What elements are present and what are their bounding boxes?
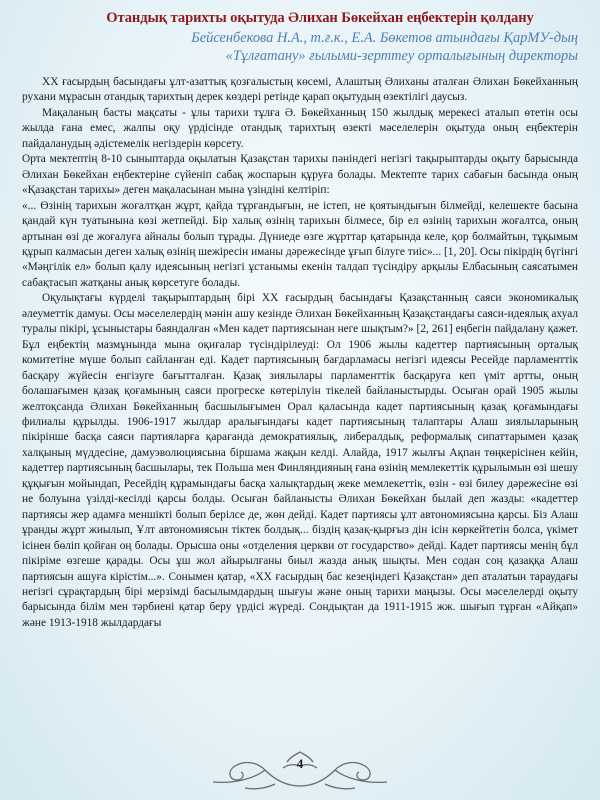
article-body [22, 75, 578, 631]
page-number: 4 [296, 756, 304, 771]
article-header [0, 0, 600, 65]
paragraph: ХХ ғасырдың басындағы ұлт-азаттық қозғалыстың көсемі, Алаштың Әлиханы аталған Әлихан Бөкейханның рухани мұрасын отандық тарихтың дерек көздері ретінде қарап оқытудың өзектілігі даусыз. [22, 76, 578, 104]
author-line-1: Бейсенбекова Н.А., т.ғ.к., Е.А. Бөкетов атындағы ҚарМУ-дың [191, 30, 578, 46]
paragraph: Орта мектептің 8-10 сыныптарда оқылатын Қазақстан тарихы пәніндегі негізгі тақырыптарды оқыту барысында Әлихан Бөкейхан еңбектеріне сүйеніп сабақ жоспарын құруға болады. Мектепте тарих сабағын басында оның «Қазақстан тарихы» деген мақаласынан мына үзіндіні келтіріп: [22, 153, 578, 197]
paragraph: Мақаланың басты мақсаты - ұлы тарихи тұлға Ә. Бөкейханның 150 жылдық мерекесі аталып өтетін осы жылда ғана емес, жалпы оқу үрдісінде отандық тарихтың өзекті мәселелерін оқытуда оның еңбектерін пайдаланудың әдістемелік негіздерін көрсету. [22, 106, 578, 150]
page-footer [0, 740, 600, 800]
paragraph: Оқулықтағы күрделі тақырыптардың бірі ХХ ғасырдың басындағы Қазақстанның саяси экономикалық әлеуметтік дамуы. Осы мәселелердің мәнін ашу кезінде Әлихан Бөкейханның Қазақстандағы саяси-идеялық ахуал туралы пікірі, ұсыныстары баяндалған «Мен кадет партиясынан неге шықтым?» [2, 261] еңбегін пайдалану қажет. Бұл еңбектің мазмұнында мына оқиғалар түсіндірілеуді: Ол 1906 жылы кадеттер партиясының орталық комитетіне мүше болып сайланған еді. Кадет партиясының бағдарламасы негізгі идеясы Ресейде парламенттік басқару жүйесін енгізуге бағытталған. Қазақ зиялылары парламенттік басқаруға кеп үміт артты, оның болашағымен қазақ қоғамының саяси прогреске көтерілуін тікелей байланыстырды. Осыған орай 1905 жылы желтоқсанда Әлихан Бөкейханның басшылығымен Орал қаласында кадет партиясының қазақ қоғамындағы филиалы құрылды. 1906-1917 жылдар аралығындағы кадет партиясының талаптары Алаш зиялыларының пікірінше басқа саяси партияларға қарағанда демократиялық, либералдық, реформалық сипаттарымен қазақ халқының мүддесіне, дамуэволюциясына біршама жақын келді. Алайда, 1917 жылғы Ақпан төңкерісінен кейін, кадеттер партиясының басшылары, тек Польша мен Финляндияның ғана өзінің мемлекеттік құрылымын өзі шешу құқығын мойындап, Ресейдің құрамындағы басқа халықтардың жеке мемлекеттік, өзін - өзі билеу дәрежесіне өзі не болуына үзілді-кесілді қарсы болды. Осыған байланысты Әлихан Бөкейхан былай деп жазды: «кадеттер партиясы жер адамға меншікті болып берілсе де, жөн дейді. Кадет партиясы ұлт автономиясына қарсы. Біз Алаш ұранды жұрт жиылып, Ұлт автономиясын тіктек болдық... біздің қазақ-қырғыз дін ісін көркейтетін болса, үкімет ісінен бөліп қойған оң болады. Орысша оны «отделения церкви от государство» дейді. Кадет партиясы менің бұл пікіріме өзгеше қарады. Осы ұш жол айырылғаны биыл жазда анық шықты. Мен содан соң қазаққа Алаш партиясын ашуға кірістім...». Сонымен қатар, «ХХ ғасырдың бас кезеңіндегі Қазақстан» деп аталатын тараудағы негізгі сұрақтардың бірі мерзімді басылымдардың шығуы және оның тарихи маңызы. Осы мәселелерді оқыту барысында білім мен тәрбиені қатар беру үрдісі жүреді. Сондықтан да 1911-1915 жж. шығып тұрған «Айқап» және 1913-1918 жылдардағы [22, 292, 578, 629]
author-line-2: «Тұлғатану» ғылыми-зерттеу орталығының директоры [225, 48, 578, 64]
article-title: Отандық тарихты оқытуда Әлихан Бөкейхан еңбектерін қолдану [106, 10, 534, 26]
quote-paragraph: «... Өзінің тарихын жоғалтқан жұрт, қайда тұрғандығын, не істеп, не қоятындығын білмейді, келешекте басына қандай күн туатынына көзі жетпейді. Бір халық өзінің тарихын білмесе, бір ел өзінің тарихын жоғалтса, оның артынан өзі де жоғалуға айналы болып тұрады. Дүниеде өзге жұрттар қатарында келе, қор болмайтын, тұқымым құрып калмасын деген халық өзінің шежіресін иманы дәрежесінде ұғып білуге тиіс»... [1, 20]. Осы пікірдің бүгінгі «Мәңгілік ел» болып қалу идеясының негізгі ұстанымы екенін талдап түсіндіру арқылы Елбасының саясатымен сабақтасып жатқаны анық көрсетуге болады. [22, 199, 578, 289]
